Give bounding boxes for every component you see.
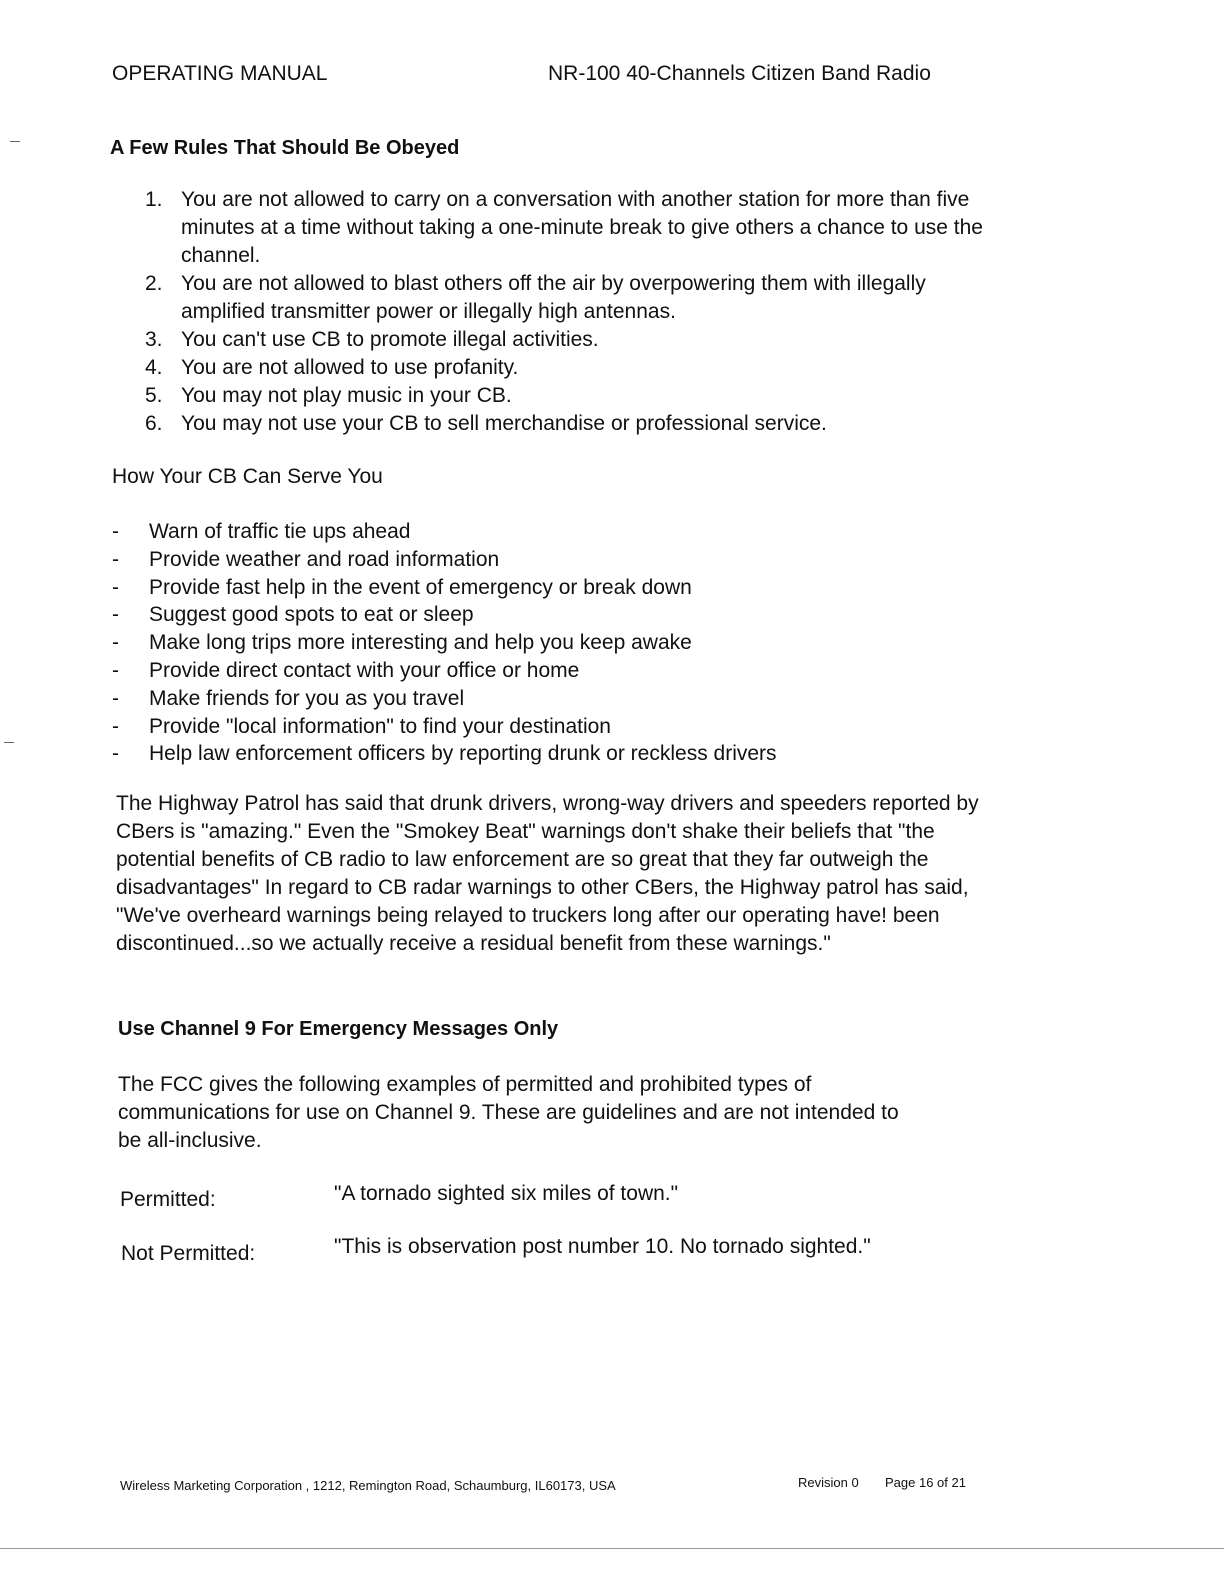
list-item <box>112 629 932 657</box>
list-item-text: Provide weather and road information <box>149 547 500 571</box>
rule-item <box>145 186 1005 270</box>
list-item <box>112 713 932 741</box>
list-item-text: Suggest good spots to eat or sleep <box>149 603 474 627</box>
permitted-example: "A tornado sighted six miles of town." <box>334 1182 679 1205</box>
dash-bullet: - <box>112 575 119 599</box>
rule-number: 1. <box>145 188 163 211</box>
list-item-text: Make friends for you as you travel <box>149 686 465 710</box>
scan-mark <box>4 742 14 743</box>
page-bottom-rule <box>0 1548 1224 1549</box>
rule-text: You are not allowed to use profanity. <box>181 356 519 379</box>
fcc-paragraph: The FCC gives the following examples of permitted and prohibited types of communications for use on Channel 9. These are guidelines and are not intended to be all-inclusive. <box>118 1073 899 1152</box>
channel9-heading: Use Channel 9 For Emergency Messages Only <box>118 1018 559 1040</box>
rule-number: 5. <box>145 384 163 407</box>
dash-bullet: - <box>112 714 119 738</box>
footer-page-number: Page 16 of 21 <box>885 1475 966 1490</box>
list-item <box>112 740 932 768</box>
footer-company: Wireless Marketing Corporation , 1212, Remington Road, Schaumburg, IL60173, USA <box>120 1478 616 1493</box>
footer-revision: Revision 0 <box>798 1475 859 1490</box>
not-permitted-example: "This is observation post number 10. No tornado sighted." <box>334 1235 871 1258</box>
not-permitted-label: Not Permitted: <box>121 1242 256 1265</box>
rule-item <box>145 410 1005 438</box>
list-item-text: Provide fast help in the event of emergency or break down <box>149 575 692 599</box>
rule-number: 6. <box>145 412 163 435</box>
dash-bullet: - <box>112 520 119 543</box>
list-item-text: Help law enforcement officers by reporting drunk or reckless drivers <box>149 742 777 766</box>
list-item-text: Provide direct contact with your office or home <box>149 658 580 682</box>
header-product-title: NR-100 40-Channels Citizen Band Radio <box>548 62 931 85</box>
list-item <box>112 685 932 713</box>
serve-heading: How Your CB Can Serve You <box>112 465 383 488</box>
dash-bullet: - <box>112 547 119 571</box>
permitted-label: Permitted: <box>120 1188 216 1211</box>
dash-bullet: - <box>112 603 119 627</box>
list-item-text: Provide "local information" to find your destination <box>149 714 611 738</box>
list-item <box>112 518 932 546</box>
rule-number: 2. <box>145 272 163 295</box>
list-item <box>112 574 932 602</box>
rule-text: You can't use CB to promote illegal activities. <box>181 328 599 351</box>
rules-list <box>145 186 1005 438</box>
rule-item <box>145 326 1005 354</box>
dash-bullet: - <box>112 742 119 766</box>
rules-heading: A Few Rules That Should Be Obeyed <box>110 137 460 159</box>
rule-number: 4. <box>145 356 163 379</box>
rule-number: 3. <box>145 328 163 351</box>
rule-text: You may not play music in your CB. <box>181 384 512 407</box>
highway-patrol-paragraph: The Highway Patrol has said that drunk drivers, wrong-way drivers and speeders reported by CBers is "amazing." Even the "Smokey Beat" warnings don't shake their beliefs that "the potential benefits of CB radio to law enforcement are so great that they far outweigh the disadvantages" In regard to CB radar warnings to other CBers, the Highway patrol has said, "We've overheard warnings being relayed to truckers long after our operating have! been discontinued...so we actually receive a residual benefit from these warnings." <box>116 792 979 955</box>
dash-bullet: - <box>112 631 119 655</box>
serve-list <box>112 518 932 768</box>
list-item <box>112 657 932 685</box>
list-item <box>112 546 932 574</box>
dash-bullet: - <box>112 686 119 710</box>
rule-text: You may not use your CB to sell merchandise or professional service. <box>181 412 827 435</box>
rule-item <box>145 270 1005 326</box>
rule-item <box>145 354 1005 382</box>
header-manual-title: OPERATING MANUAL <box>112 62 328 85</box>
list-item-text: Warn of traffic tie ups ahead <box>149 520 411 543</box>
rule-text: You are not allowed to blast others off the air by overpowering them with illegally amplified transmitter power or illegally high antennas. <box>181 272 926 323</box>
list-item <box>112 601 932 629</box>
dash-bullet: - <box>112 658 119 682</box>
scan-mark <box>10 141 20 142</box>
rule-item <box>145 382 1005 410</box>
rule-text: You are not allowed to carry on a conversation with another station for more than five minutes at a time without taking a one-minute break to give others a chance to use the channel. <box>181 188 983 267</box>
list-item-text: Make long trips more interesting and help you keep awake <box>149 631 692 655</box>
